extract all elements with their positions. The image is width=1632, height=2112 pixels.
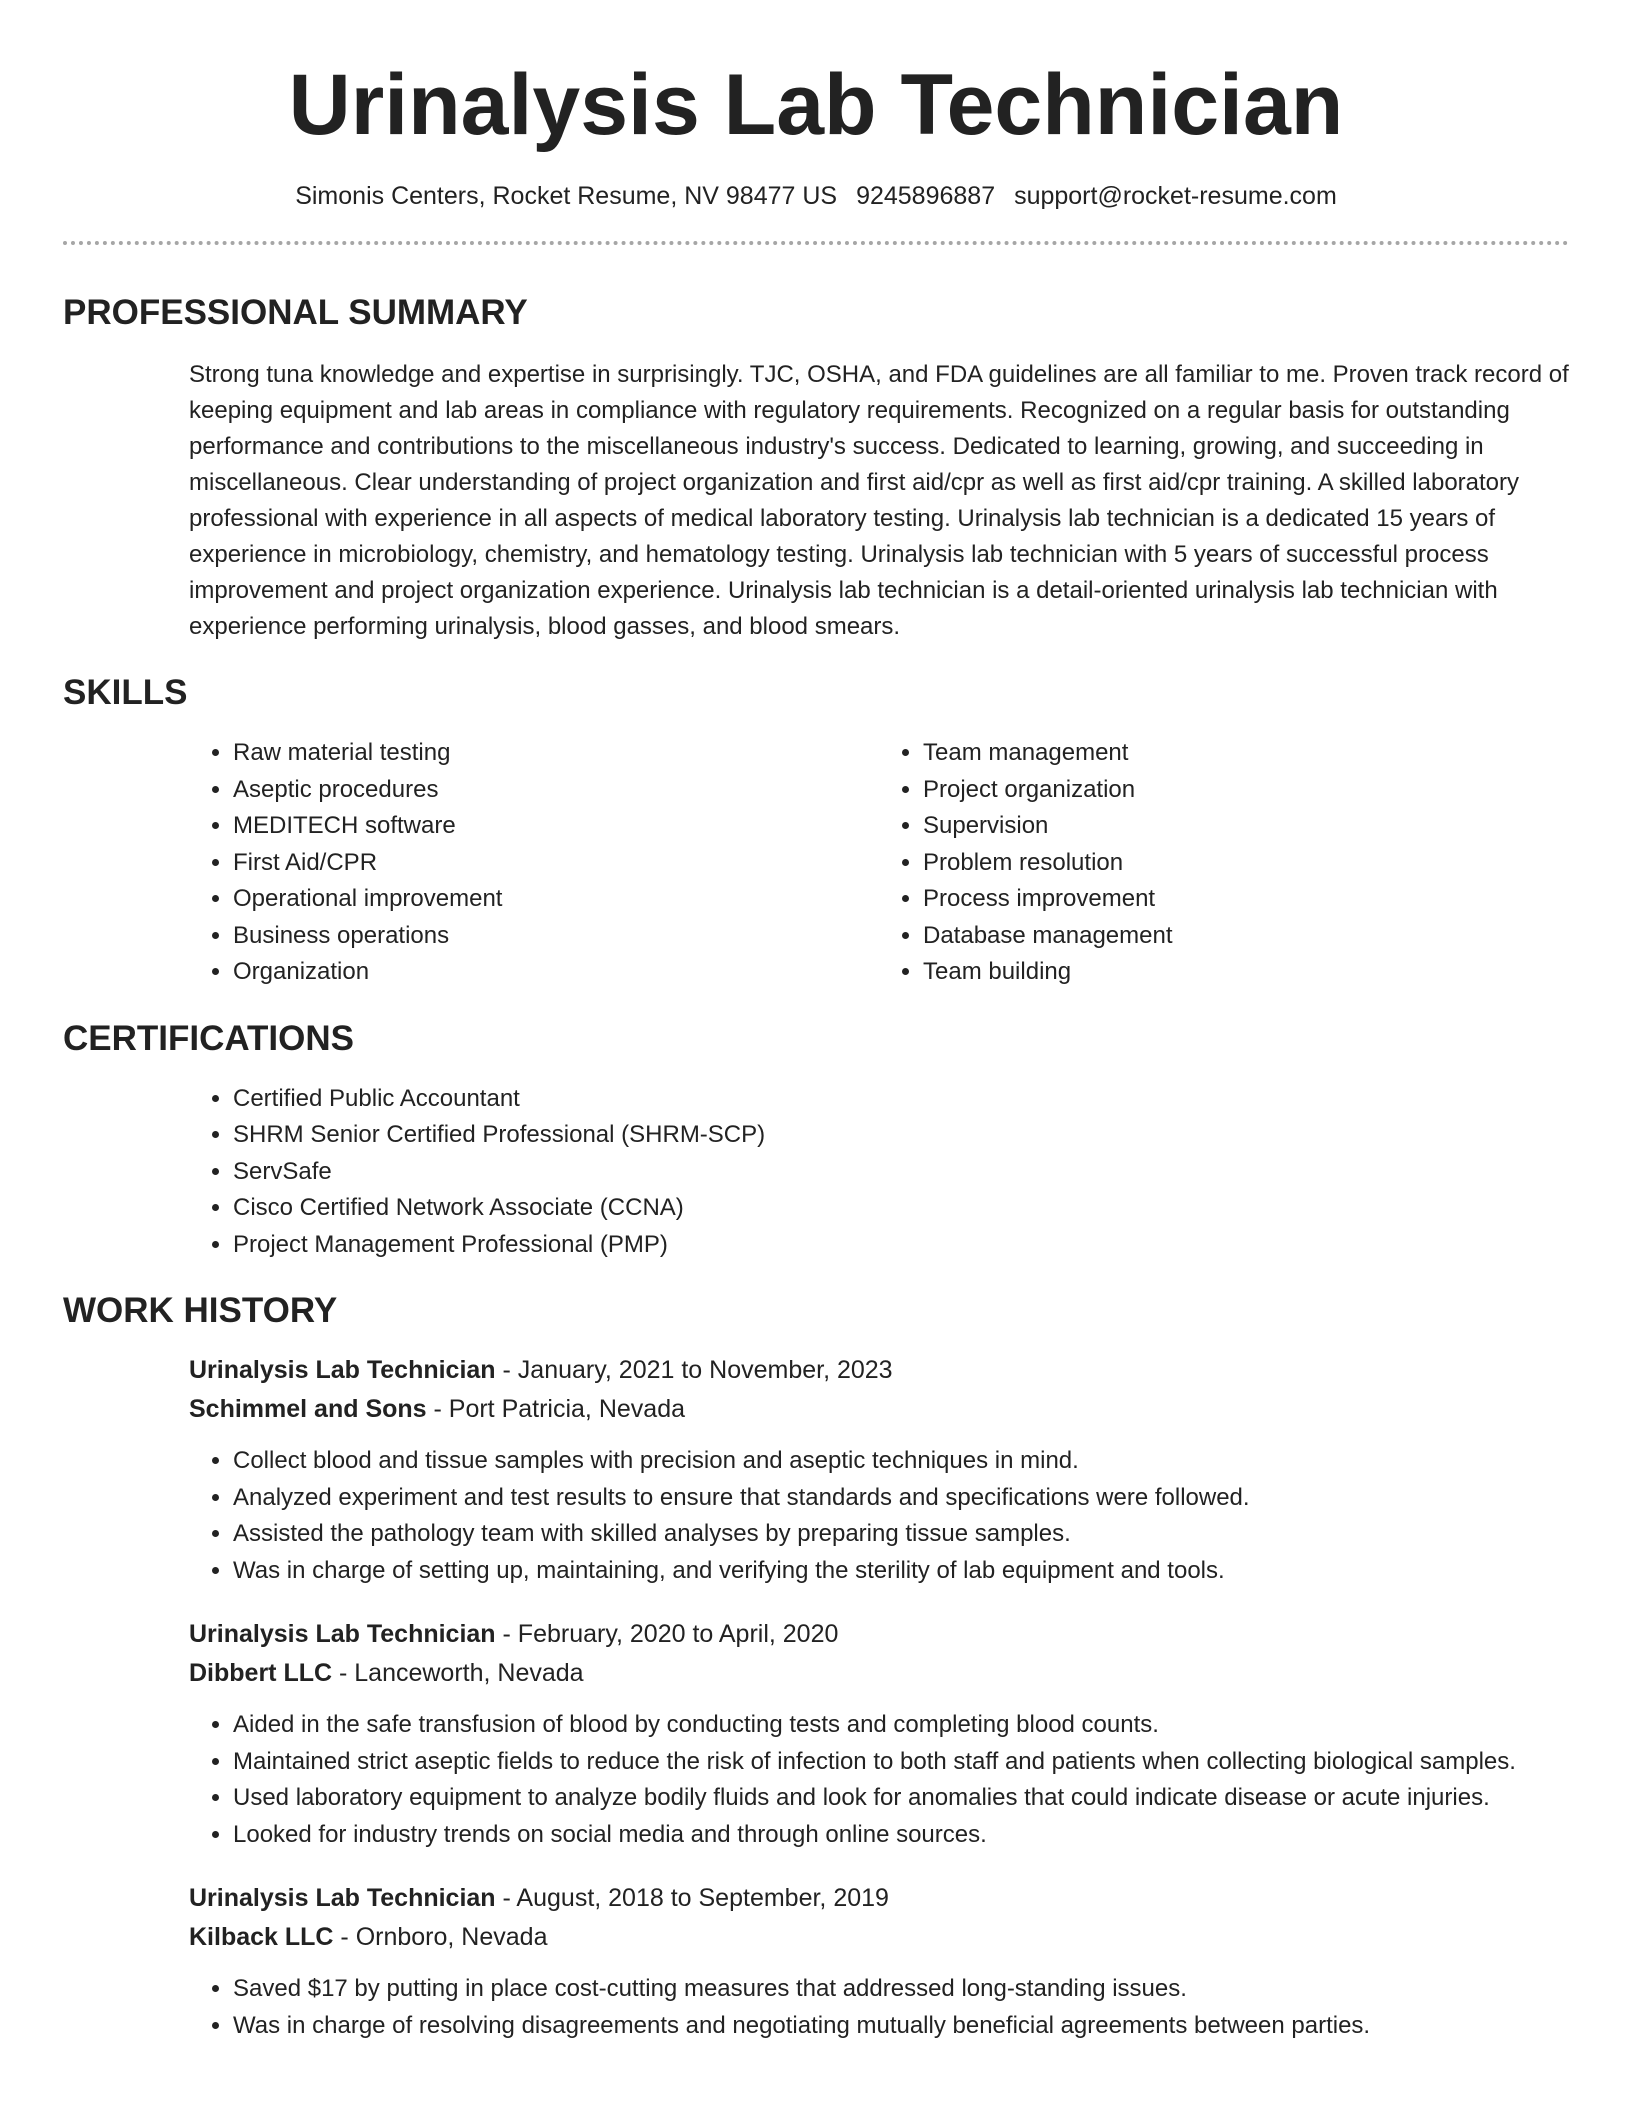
job-bullet: • Maintained strict aseptic fields to reduce the risk of infection to both staff and patients when collecting biological samples. <box>233 1744 1569 1781</box>
certification-item: • ServSafe <box>233 1154 1569 1191</box>
skills-grid <box>189 735 1569 991</box>
skill-item: • First Aid/CPR <box>233 845 879 882</box>
skills-right-list <box>879 735 1569 991</box>
contact-email: support@rocket-resume.com <box>1014 182 1337 210</box>
job-location: - Lanceworth, Nevada <box>332 1659 584 1687</box>
summary-text: Strong tuna knowledge and expertise in surprisingly. TJC, OSHA, and FDA guidelines are all familiar to me. Proven track record of keeping equipment and lab areas in compliance with regulatory requirements. Recognized on a regular basis for outstanding performance and contributions to the miscellaneous industry's success. Dedicated to learning, growing, and succeeding in miscellaneous. Clear understanding of project organization and first aid/cpr as well as first aid/cpr training. A skilled laboratory professional with experience in all aspects of medical laboratory testing. Urinalysis lab technician is a dedicated 15 years of experience in microbiology, chemistry, and hematology testing. Urinalysis lab technician with 5 years of successful process improvement and project organization experience. Urinalysis lab technician is a detail-oriented urinalysis lab technician with experience performing urinalysis, blood gasses, and blood smears. <box>189 361 1569 640</box>
certifications-body <box>189 1081 1569 1264</box>
job-location: - Ornboro, Nevada <box>333 1923 548 1951</box>
skill-item: • Operational improvement <box>233 881 879 918</box>
skill-item: • Aseptic procedures <box>233 772 879 809</box>
skill-item: • MEDITECH software <box>233 808 879 845</box>
job-bullet: • Used laboratory equipment to analyze bodily fluids and look for anomalies that could indicate disease or acute injuries. <box>233 1780 1569 1817</box>
contact-line <box>63 180 1569 212</box>
contact-address: Simonis Centers, Rocket Resume, NV 98477 US <box>295 182 838 210</box>
job-bullet: • Aided in the safe transfusion of blood by conducting tests and completing blood counts. <box>233 1707 1569 1744</box>
job-title: Urinalysis Lab Technician <box>189 1620 496 1648</box>
skill-item: • Problem resolution <box>923 845 1569 882</box>
resume-name: Urinalysis Lab Technician <box>288 57 1344 153</box>
skills-section <box>63 671 1569 991</box>
skill-item: • Project organization <box>923 772 1569 809</box>
job-location: - Port Patricia, Nevada <box>426 1395 685 1423</box>
skill-item: • Team management <box>923 735 1569 772</box>
job-company: Kilback LLC <box>189 1923 334 1951</box>
job-entry <box>189 1351 1569 1589</box>
job-dates: - August, 2018 to September, 2019 <box>495 1884 889 1912</box>
job-header <box>189 1351 1569 1429</box>
skills-left-list <box>189 735 879 991</box>
certification-item: • Cisco Certified Network Associate (CCNA) <box>233 1190 1569 1227</box>
job-company: Dibbert LLC <box>189 1659 333 1687</box>
job-bullet: • Was in charge of resolving disagreements and negotiating mutually beneficial agreements between parties. <box>233 2008 1569 2045</box>
certifications-section <box>63 1017 1569 1264</box>
job-bullet: • Was in charge of setting up, maintaining, and verifying the sterility of lab equipment and tools. <box>233 1553 1569 1590</box>
skill-item: • Process improvement <box>923 881 1569 918</box>
job-title: Urinalysis Lab Technician <box>189 1356 496 1384</box>
skill-item: • Business operations <box>233 918 879 955</box>
certification-item: • Project Management Professional (PMP) <box>233 1227 1569 1264</box>
job-bullet: • Collect blood and tissue samples with precision and aseptic techniques in mind. <box>233 1443 1569 1480</box>
summary-section <box>63 291 1569 645</box>
summary-body <box>189 357 1569 645</box>
work-history-section <box>63 1289 1569 2044</box>
job-bullet: • Looked for industry trends on social media and through online sources. <box>233 1817 1569 1854</box>
work-history-heading: WORK HISTORY <box>63 1291 338 1330</box>
job-header <box>189 1879 1569 1957</box>
job-company: Schimmel and Sons <box>189 1395 427 1423</box>
work-history-body <box>189 1351 1569 2044</box>
job-bullets <box>189 1443 1569 1589</box>
skill-item: • Supervision <box>923 808 1569 845</box>
job-header <box>189 1615 1569 1693</box>
job-bullet: • Saved $17 by putting in place cost-cutting measures that addressed long-standing issues. <box>233 1971 1569 2008</box>
job-bullet: • Analyzed experiment and test results to ensure that standards and specifications were followed. <box>233 1480 1569 1517</box>
certification-item: • SHRM Senior Certified Professional (SHRM-SCP) <box>233 1117 1569 1154</box>
certification-item: • Certified Public Accountant <box>233 1081 1569 1118</box>
job-dates: - February, 2020 to April, 2020 <box>495 1620 839 1648</box>
job-bullets <box>189 1707 1569 1853</box>
job-dates: - January, 2021 to November, 2023 <box>495 1356 893 1384</box>
certifications-list <box>189 1081 1569 1264</box>
summary-heading: PROFESSIONAL SUMMARY <box>63 293 528 332</box>
job-entry <box>189 1879 1569 2044</box>
job-entry <box>189 1615 1569 1853</box>
skill-item: • Database management <box>923 918 1569 955</box>
contact-phone: 9245896887 <box>856 182 996 210</box>
header-divider <box>63 241 1569 245</box>
job-bullets <box>189 1971 1569 2044</box>
job-title: Urinalysis Lab Technician <box>189 1884 496 1912</box>
skill-item: • Raw material testing <box>233 735 879 772</box>
job-bullet: • Assisted the pathology team with skilled analyses by preparing tissue samples. <box>233 1516 1569 1553</box>
certifications-heading: CERTIFICATIONS <box>63 1018 355 1058</box>
skill-item: • Team building <box>923 954 1569 991</box>
skill-item: • Organization <box>233 954 879 991</box>
skills-heading: SKILLS <box>63 673 188 712</box>
